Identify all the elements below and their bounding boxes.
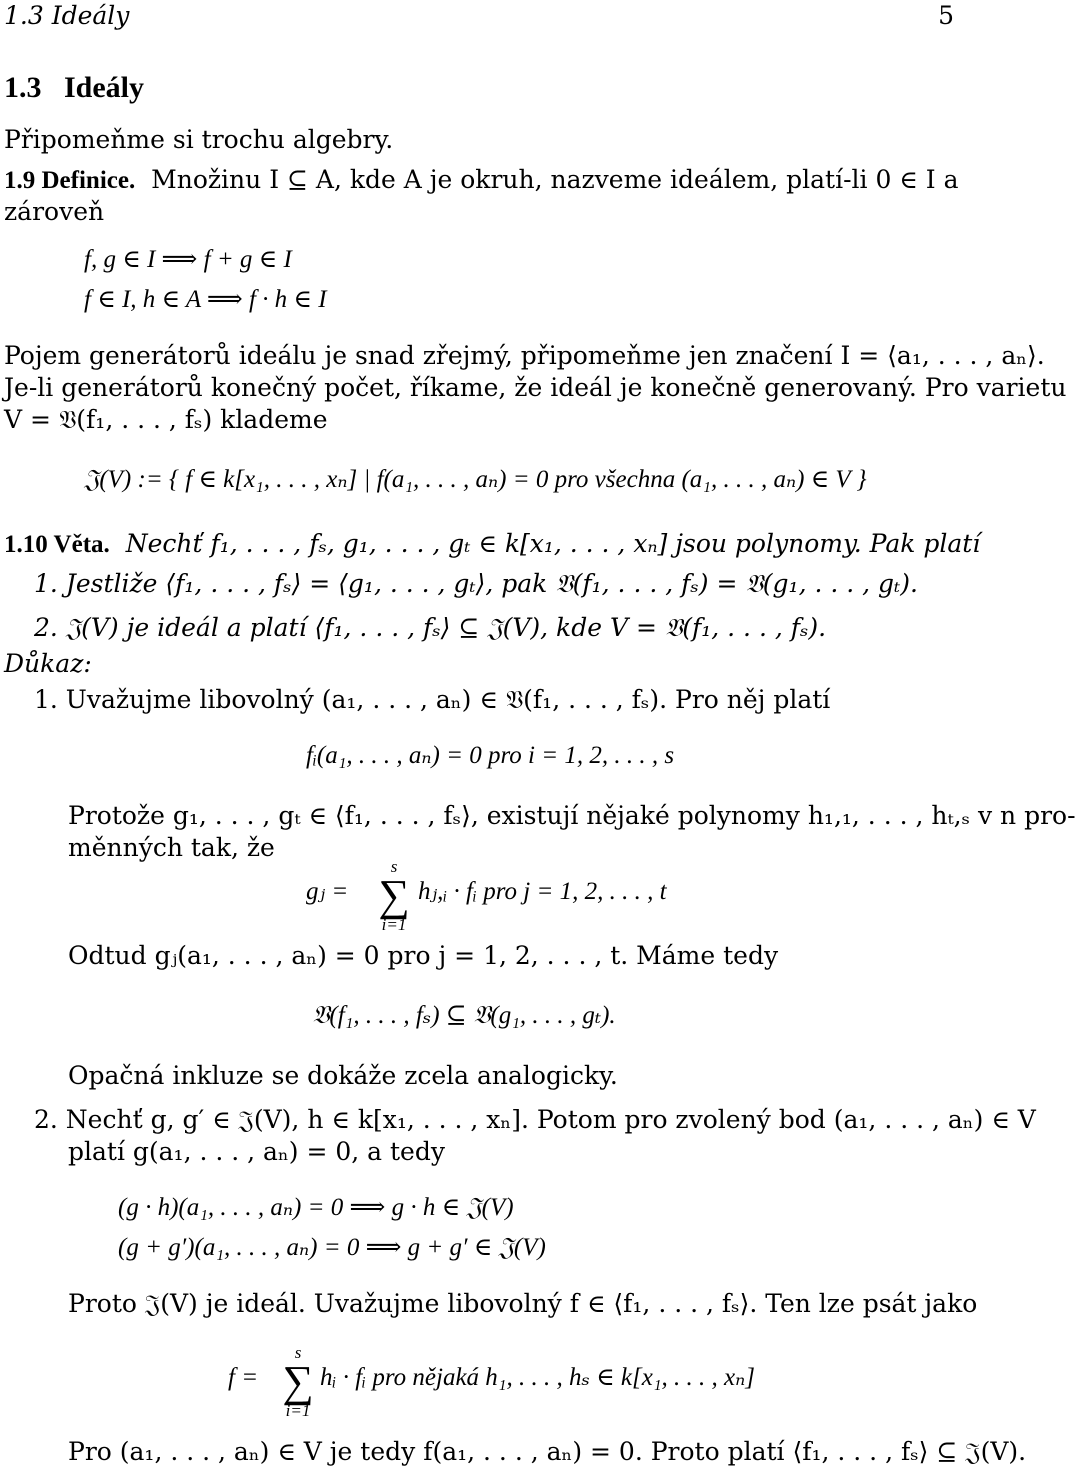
generators-line-2: Je-li generátorů konečný počet, říkame, že ideál je konečně generovaný. Pro varietu	[4, 373, 1067, 402]
proof-display-fi: fᵢ(a₁, . . . , aₙ) = 0 pro i = 1, 2, . . . , s	[306, 742, 675, 769]
sum2-rhs: hᵢ · fᵢ pro nějaká h₁, . . . , hₛ ∈ k[x₁, . . . , xₙ]	[320, 1364, 755, 1391]
proof-label: Důkaz:	[4, 649, 92, 678]
sum2-symbol: ∑	[282, 1357, 314, 1406]
theorem-item-2: 2. 𝔍(V) je ideál a platí ⟨f₁, . . . , fₛ⟩ ⊆ 𝔍(V), kde V = 𝔙(f₁, . . . , fₛ).	[34, 613, 827, 642]
proof-part-2-line-1: 2. Nechť g, g′ ∈ 𝔍(V), h ∈ k[x₁, . . . , xₙ]. Potom pro zvolený bod (a₁, . . . , aₙ) ∈ V	[34, 1105, 1036, 1134]
sum1-lhs: gⱼ =	[306, 878, 349, 905]
proof-part-2-line-3: Proto 𝔍(V) je ideál. Uvažujme libovolný f ∈ ⟨f₁, . . . , fₛ⟩. Ten lze psát jako	[68, 1289, 978, 1318]
theorem-text: Nechť f₁, . . . , fₛ, g₁, . . . , gₜ ∈ k[x₁, . . . , xₙ] jsou polynomy. Pak platí	[125, 529, 981, 558]
theorem-item-1: 1. Jestliže ⟨f₁, . . . , fₛ⟩ = ⟨g₁, . . . , gₜ⟩, pak 𝔙(f₁, . . . , fₛ) = 𝔙(g₁, . . . , gₜ).	[34, 569, 918, 598]
page-number: 5	[938, 1, 954, 30]
running-header-title: 1.3 Ideály	[4, 1, 130, 30]
proof-part-2-line-2: platí g(a₁, . . . , aₙ) = 0, a tedy	[68, 1137, 445, 1166]
proof-part-1-line-2: Protože g₁, . . . , gₜ ∈ ⟨f₁, . . . , fₛ⟩, existují nějaké polynomy h₁,₁, . . . , hₜ,ₛ v n pro-	[68, 801, 1076, 830]
definition-equation-2: f ∈ I, h ∈ A ⟹ f · h ∈ I	[84, 286, 327, 313]
proof-part-1-line-3: měnných tak, že	[68, 833, 275, 862]
definition-text: Množinu I ⊆ A, kde A je okruh, nazveme ideálem, platí-li 0 ∈ I a	[151, 165, 959, 194]
section-number: 1.3	[4, 71, 42, 104]
proof-part-1-line-4: Odtud gⱼ(a₁, . . . , aₙ) = 0 pro j = 1, 2, . . . , t. Máme tedy	[68, 941, 779, 970]
ideal-of-variety-definition: 𝔍(V) := { f ∈ k[x₁, . . . , xₙ] | f(a₁, . . . , aₙ) = 0 pro všechna (a₁, . . . , aₙ) ∈ V }	[84, 466, 867, 493]
sum1-lower-limit: i=1	[381, 915, 407, 934]
proof-part-2-equation-1: (g · h)(a₁, . . . , aₙ) = 0 ⟹ g · h ∈ 𝔍(V)	[118, 1194, 514, 1221]
section-title: Ideály	[64, 71, 145, 104]
sum2-lower-limit: i=1	[285, 1401, 311, 1420]
proof-part-2-line-4: Pro (a₁, . . . , aₙ) ∈ V je tedy f(a₁, . . . , aₙ) = 0. Proto platí ⟨f₁, . . . , fₛ⟩ ⊆ 𝔍(V).	[68, 1437, 1027, 1466]
definition-line-1	[4, 164, 959, 197]
proof-part-2-equation-2: (g + g′)(a₁, . . . , aₙ) = 0 ⟹ g + g′ ∈ 𝔍(V)	[118, 1234, 546, 1261]
generators-line-1: Pojem generátorů ideálu je snad zřejmý, připomeňme jen značení I = ⟨a₁, . . . , aₙ⟩.	[4, 341, 1045, 370]
sum2-lhs: f =	[228, 1364, 259, 1391]
sum1-symbol: ∑	[378, 871, 410, 920]
generators-line-3: V = 𝔙(f₁, . . . , fₛ) klademe	[4, 405, 328, 434]
proof-part-1-line-5: Opačná inkluze se dokáže zcela analogicky.	[68, 1061, 618, 1090]
sum2-upper-limit: s	[294, 1343, 302, 1362]
definition-equation-1: f, g ∈ I ⟹ f + g ∈ I	[84, 246, 292, 273]
sum1-sigma	[374, 858, 414, 934]
proof-display-variety-inclusion: 𝔙(f₁, . . . , fₛ) ⊆ 𝔙(g₁, . . . , gₜ).	[312, 1002, 616, 1029]
proof-part-1-line-1: 1. Uvažujme libovolný (a₁, . . . , aₙ) ∈ 𝔙(f₁, . . . , fₛ). Pro něj platí	[34, 685, 831, 714]
sum1-rhs: hⱼ,ᵢ · fᵢ pro j = 1, 2, . . . , t	[418, 878, 667, 905]
definition-label: 1.9 Definice.	[4, 167, 136, 194]
sum2-sigma	[278, 1344, 318, 1420]
section-heading	[4, 72, 144, 104]
intro-text: Připomeňme si trochu algebry.	[4, 125, 394, 154]
sum1-upper-limit: s	[390, 857, 398, 876]
theorem-statement	[4, 528, 980, 561]
definition-line-2: zároveň	[4, 197, 105, 226]
theorem-label: 1.10 Věta.	[4, 531, 110, 558]
